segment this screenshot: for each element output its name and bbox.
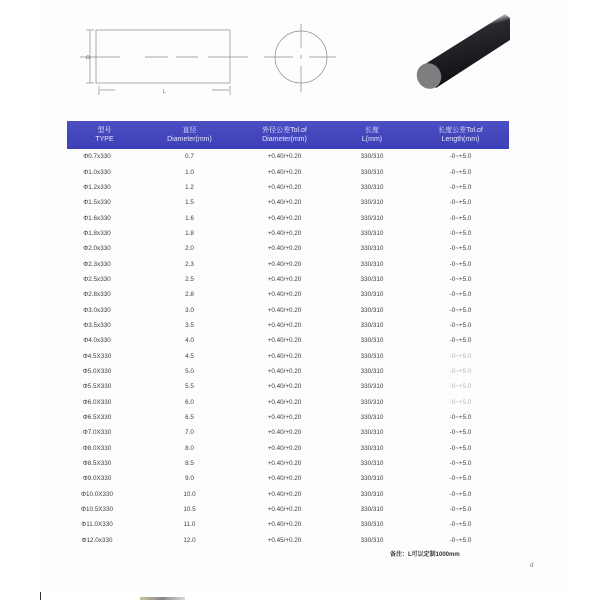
length-tolerance-cell: -0~+5.0 xyxy=(449,229,472,237)
length-tolerance-cell: -0~+5.0 xyxy=(449,337,472,345)
table-row xyxy=(67,333,509,348)
table-row xyxy=(67,210,509,225)
type-value: Φ7.0X330 xyxy=(82,429,112,437)
length-tolerance-cell: -0~+5.0 xyxy=(449,506,472,514)
type-cell xyxy=(67,460,142,467)
type-cell xyxy=(67,521,142,528)
type-value: Φ1.0x330 xyxy=(83,168,111,176)
diameter-cell: 5.5 xyxy=(185,383,194,391)
length-cell: 330/310 xyxy=(360,429,384,437)
length-tolerance-cell: -0~+5.0 xyxy=(449,536,472,544)
length-cell: 330/310 xyxy=(360,521,384,529)
type-cell xyxy=(67,475,142,482)
length-cell: 330/310 xyxy=(360,199,384,207)
diameter-tolerance-cell: +0.40/+0.20 xyxy=(267,306,302,314)
type-value: Φ1.6x330 xyxy=(83,214,111,222)
type-cell xyxy=(67,537,142,544)
diameter-cell: 12.0 xyxy=(183,536,196,544)
diameter-tolerance-cell: +0.40/+0.20 xyxy=(267,444,302,452)
table-row xyxy=(67,533,509,548)
diameter-cell: 1.5 xyxy=(185,199,194,207)
diameter-tolerance-cell: +0.40/+0.20 xyxy=(267,321,302,329)
diameter-tolerance-cell: +0.40/+0.20 xyxy=(267,337,302,345)
diameter-tolerance-cell: +0.40/+0.20 xyxy=(267,352,302,360)
table-body xyxy=(67,149,509,548)
header-length: 长度 L(mm) xyxy=(361,127,383,143)
length-cell: 330/310 xyxy=(360,183,384,191)
diameter-tolerance-cell: +0.40/+0.20 xyxy=(267,506,302,514)
length-tolerance-cell: -0~+5.0 xyxy=(449,321,472,329)
length-tolerance-cell: -0~+5.0 xyxy=(449,429,472,437)
diameter-cell: 6.0 xyxy=(185,398,194,406)
type-value: Φ2.5x330 xyxy=(83,275,111,283)
diameter-tolerance-cell: +0.40/+0.20 xyxy=(267,521,302,529)
table-row xyxy=(67,195,509,210)
diameter-tolerance-cell: +0.40/+0.20 xyxy=(267,460,302,468)
length-cell: 330/310 xyxy=(360,460,384,468)
diameter-cell: 3.5 xyxy=(185,321,194,329)
rod-technical-drawing xyxy=(0,0,600,110)
length-cell: 330/310 xyxy=(360,475,384,483)
diameter-cell: 10.0 xyxy=(183,490,196,498)
diameter-label: D xyxy=(86,55,92,59)
header-length-tolerance: 长度公差Tol.of Length(mm) xyxy=(438,127,483,143)
type-value: Φ8.5X330 xyxy=(82,460,112,468)
header-diameter: 直径 Diameter(mm) xyxy=(167,127,212,143)
footnote: 备注：L可以定制1000mm xyxy=(390,552,460,558)
diameter-tolerance-cell: +0.40/+0.20 xyxy=(267,183,302,191)
length-cell: 330/310 xyxy=(360,229,384,237)
type-value: Φ5.5X330 xyxy=(82,383,112,391)
type-cell xyxy=(67,215,142,222)
diameter-cell: 2.0 xyxy=(185,245,194,253)
table-row xyxy=(67,364,509,379)
diameter-tolerance-cell: +0.40/+0.20 xyxy=(267,260,302,268)
type-cell xyxy=(67,153,142,160)
length-cell: 330/310 xyxy=(360,275,384,283)
side-view-diagram xyxy=(80,30,248,95)
type-cell xyxy=(67,506,142,513)
length-cell: 330/310 xyxy=(360,506,384,514)
type-value: Φ6.5X330 xyxy=(82,414,112,422)
length-cell: 330/310 xyxy=(360,490,384,498)
length-tolerance-cell: -0~+5.0 xyxy=(449,367,472,375)
length-tolerance-cell: -0~+5.0 xyxy=(449,383,472,391)
type-cell xyxy=(67,399,142,406)
diameter-cell: 1.2 xyxy=(185,183,194,191)
table-row xyxy=(67,302,509,317)
type-cell xyxy=(67,291,142,298)
table-row xyxy=(67,379,509,394)
length-tolerance-cell: -0~+5.0 xyxy=(449,444,472,452)
table-row xyxy=(67,441,509,456)
length-cell: 330/310 xyxy=(360,153,384,161)
length-tolerance-cell: -0~+5.0 xyxy=(449,245,472,253)
length-tolerance-cell: -0~+5.0 xyxy=(449,414,472,422)
type-cell xyxy=(67,276,142,283)
length-tolerance-cell: -0~+5.0 xyxy=(449,260,472,268)
type-value: Φ11.0X330 xyxy=(81,521,113,529)
diameter-tolerance-cell: +0.40/+0.20 xyxy=(267,367,302,375)
type-cell xyxy=(67,230,142,237)
diameter-tolerance-cell: +0.40/+0.20 xyxy=(267,153,302,161)
diameter-cell: 1.8 xyxy=(185,229,194,237)
type-cell xyxy=(67,337,142,344)
length-tolerance-cell: -0~+5.0 xyxy=(449,291,472,299)
diameter-tolerance-cell: +0.40/+0.20 xyxy=(267,429,302,437)
length-cell: 330/310 xyxy=(360,214,384,222)
length-tolerance-cell: -0~+5.0 xyxy=(449,153,472,161)
table-row xyxy=(67,471,509,486)
diameter-cell: 2.8 xyxy=(185,291,194,299)
table-row xyxy=(67,456,509,471)
type-value: Φ10.0X330 xyxy=(81,490,113,498)
type-value: Φ3.0x330 xyxy=(83,306,111,314)
type-cell xyxy=(67,169,142,176)
length-cell: 330/310 xyxy=(360,260,384,268)
type-cell xyxy=(67,261,142,268)
table-row xyxy=(67,487,509,502)
diameter-cell: 2.3 xyxy=(185,260,194,268)
table-row xyxy=(67,241,509,256)
type-value: Φ12.0x330 xyxy=(81,536,113,544)
diameter-cell: 1.6 xyxy=(185,214,194,222)
diameter-tolerance-cell: +0.40/+0.20 xyxy=(267,229,302,237)
type-value: Φ4.5X330 xyxy=(82,352,112,360)
type-value: Φ2.8x330 xyxy=(83,291,111,299)
type-value: Φ0.7x330 xyxy=(83,153,111,161)
length-tolerance-cell: -0~+5.0 xyxy=(449,214,472,222)
length-cell: 330/310 xyxy=(360,245,384,253)
type-value: Φ9.0X330 xyxy=(82,475,112,483)
length-tolerance-cell: -0~+5.0 xyxy=(449,199,472,207)
length-tolerance-cell: -0~+5.0 xyxy=(449,168,472,176)
type-cell xyxy=(67,322,142,329)
diameter-tolerance-cell: +0.40/+0.20 xyxy=(267,245,302,253)
table-row xyxy=(67,272,509,287)
diameter-tolerance-cell: +0.40/+0.20 xyxy=(267,414,302,422)
diameter-cell: 5.0 xyxy=(185,367,194,375)
length-tolerance-cell: -0~+5.0 xyxy=(449,398,472,406)
length-tolerance-cell: -0~+5.0 xyxy=(449,275,472,283)
length-cell: 330/310 xyxy=(360,414,384,422)
diameter-cell: 10.5 xyxy=(183,506,196,514)
table-row xyxy=(67,226,509,241)
table-row xyxy=(67,502,509,517)
diameter-cell: 2.5 xyxy=(185,275,194,283)
length-tolerance-cell: -0~+5.0 xyxy=(449,475,472,483)
type-cell xyxy=(67,245,142,252)
length-tolerance-cell: -0~+5.0 xyxy=(449,352,472,360)
length-cell: 330/310 xyxy=(360,306,384,314)
diameter-tolerance-cell: +0.40/+0.20 xyxy=(267,168,302,176)
type-value: Φ2.0x330 xyxy=(83,245,111,253)
diameter-tolerance-cell: +0.40/+0.20 xyxy=(267,275,302,283)
diameter-cell: 0.7 xyxy=(185,153,194,161)
type-cell xyxy=(67,383,142,390)
table-row xyxy=(67,180,509,195)
table-row xyxy=(67,410,509,425)
type-value: Φ5.0X330 xyxy=(82,367,112,375)
length-cell: 330/310 xyxy=(360,337,384,345)
length-cell: 330/310 xyxy=(360,398,384,406)
header-diameter-tolerance: 外径公差Tol.of Diameter(mm) xyxy=(262,127,307,143)
scan-speck: ɗ xyxy=(530,563,534,569)
table-row xyxy=(67,348,509,363)
table-row xyxy=(67,164,509,179)
spec-table xyxy=(67,121,509,548)
type-value: Φ6.0X330 xyxy=(82,398,112,406)
diameter-cell: 3.0 xyxy=(185,306,194,314)
type-value: Φ3.5x330 xyxy=(83,321,111,329)
type-value: Φ1.5x330 xyxy=(83,199,111,207)
type-cell xyxy=(67,184,142,191)
table-header xyxy=(67,121,509,149)
length-cell: 330/310 xyxy=(360,321,384,329)
diameter-tolerance-cell: +0.40/+0.20 xyxy=(267,490,302,498)
type-value: Φ2.3x330 xyxy=(83,260,111,268)
edge-mark xyxy=(40,592,41,600)
diameter-cell: 4.5 xyxy=(185,352,194,360)
carbide-rod-render xyxy=(412,14,510,93)
diameter-cell: 7.0 xyxy=(185,429,194,437)
type-cell xyxy=(67,199,142,206)
length-tolerance-cell: -0~+5.0 xyxy=(449,460,472,468)
diameter-cell: 1.0 xyxy=(185,168,194,176)
diameter-tolerance-cell: +0.40/+0.20 xyxy=(267,214,302,222)
type-cell xyxy=(67,414,142,421)
length-cell: 330/310 xyxy=(360,383,384,391)
length-tolerance-cell: -0~+5.0 xyxy=(449,490,472,498)
length-cell: 330/310 xyxy=(360,367,384,375)
type-value: Φ8.0X330 xyxy=(82,444,112,452)
length-cell: 330/310 xyxy=(360,536,384,544)
diameter-cell: 8.5 xyxy=(185,460,194,468)
table-row xyxy=(67,318,509,333)
type-cell xyxy=(67,353,142,360)
type-cell xyxy=(67,429,142,436)
length-label: L xyxy=(162,89,166,95)
type-value: Φ1.2x330 xyxy=(83,183,111,191)
diameter-cell: 6.5 xyxy=(185,414,194,422)
header-type: 型号 TYPE xyxy=(95,127,114,143)
length-tolerance-cell: -0~+5.0 xyxy=(449,183,472,191)
diameter-tolerance-cell: +0.40/+0.20 xyxy=(267,199,302,207)
type-cell xyxy=(67,307,142,314)
diameter-tolerance-cell: +0.40/+0.20 xyxy=(267,398,302,406)
type-cell xyxy=(67,445,142,452)
type-cell xyxy=(67,491,142,498)
diameter-cell: 8.0 xyxy=(185,444,194,452)
diameter-tolerance-cell: +0.40/+0.20 xyxy=(267,383,302,391)
type-value: Φ4.0x330 xyxy=(83,337,111,345)
table-row xyxy=(67,149,509,164)
diameter-cell: 11.0 xyxy=(183,521,196,529)
length-cell: 330/310 xyxy=(360,444,384,452)
diameter-tolerance-cell: +0.40/+0.20 xyxy=(267,475,302,483)
table-row xyxy=(67,517,509,532)
end-view-diagram xyxy=(264,24,336,92)
length-cell: 330/310 xyxy=(360,168,384,176)
diameter-cell: 4.0 xyxy=(185,337,194,345)
type-value: Φ10.5X330 xyxy=(81,506,113,514)
diameter-cell: 9.0 xyxy=(185,475,194,483)
length-tolerance-cell: -0~+5.0 xyxy=(449,521,472,529)
diameter-tolerance-cell: +0.40/+0.20 xyxy=(267,291,302,299)
length-tolerance-cell: -0~+5.0 xyxy=(449,306,472,314)
table-row xyxy=(67,287,509,302)
type-value: Φ1.8x330 xyxy=(83,229,111,237)
type-cell xyxy=(67,368,142,375)
table-row xyxy=(67,256,509,271)
table-row xyxy=(67,425,509,440)
length-cell: 330/310 xyxy=(360,291,384,299)
table-row xyxy=(67,395,509,410)
diameter-tolerance-cell: +0.45/+0.20 xyxy=(267,536,302,544)
length-cell: 330/310 xyxy=(360,352,384,360)
